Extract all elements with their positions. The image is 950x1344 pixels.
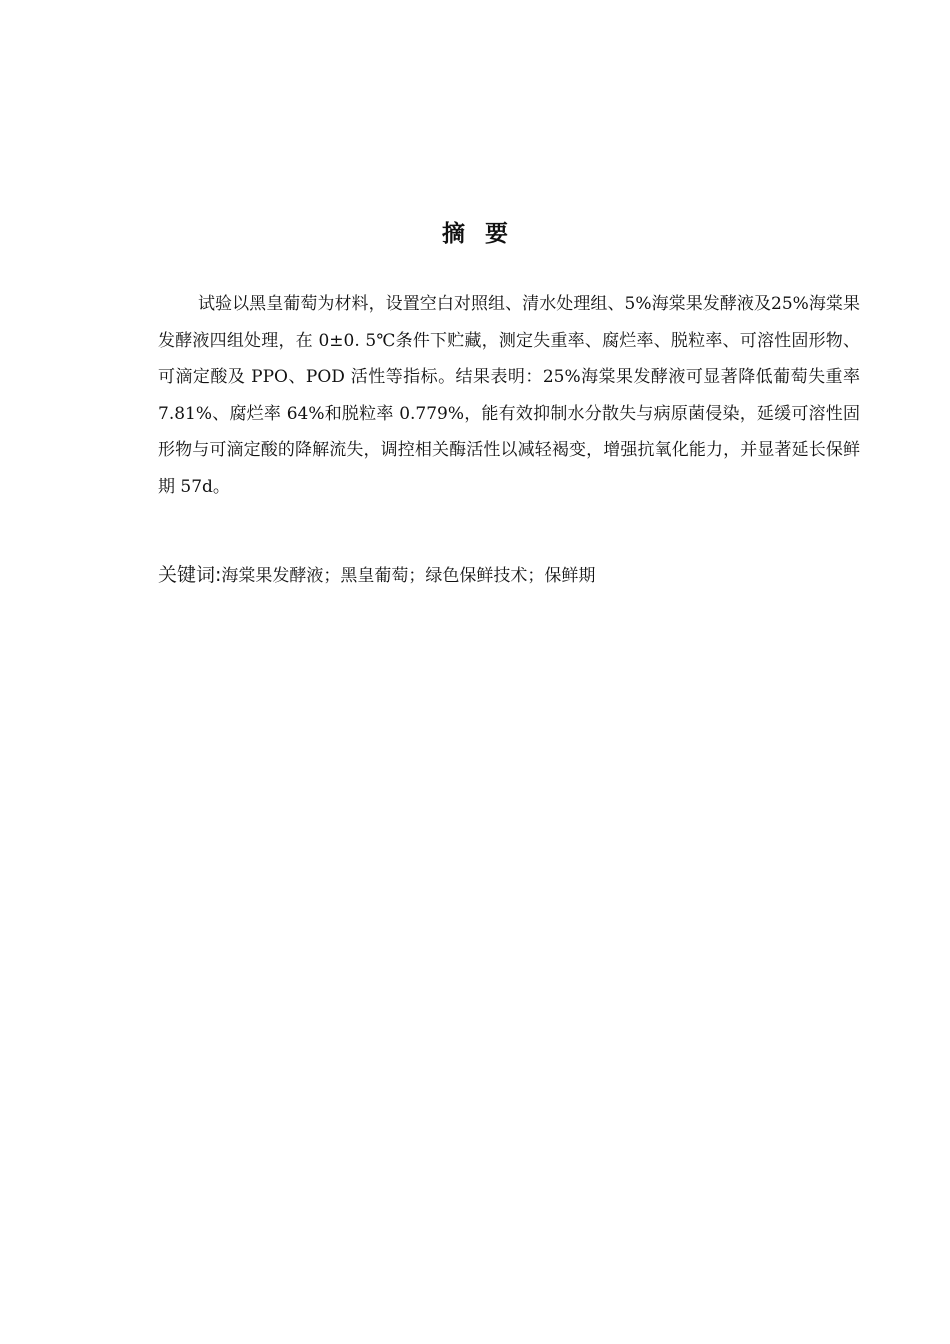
- abstract-body: 试验以黑皇葡萄为材料，设置空白对照组、清水处理组、5%海棠果发酵液及25%海棠果发酵液四组处理，在 0±0. 5℃条件下贮藏，测定失重率、腐烂率、脱粒率、可溶性固形物、可滴定酸及 PPO、POD 活性等指标。结果表明：25%海棠果发酵液可显著降低葡萄失重率 7.81%、腐烂率 64%和脱粒率 0.779%，能有效抑制水分散失与病原菌侵染，延缓可溶性固形物与可滴定酸的降解流失，调控相关酶活性以减轻褐变，增强抗氧化能力，并显著延长保鲜期 57d。: [158, 294, 860, 497]
- keywords-line: [158, 560, 860, 591]
- keywords-text: 海棠果发酵液；黑皇葡萄；绿色保鲜技术；保鲜期: [221, 566, 596, 586]
- abstract-title: 摘要: [442, 220, 528, 247]
- keywords-label: 关键词:: [158, 564, 222, 586]
